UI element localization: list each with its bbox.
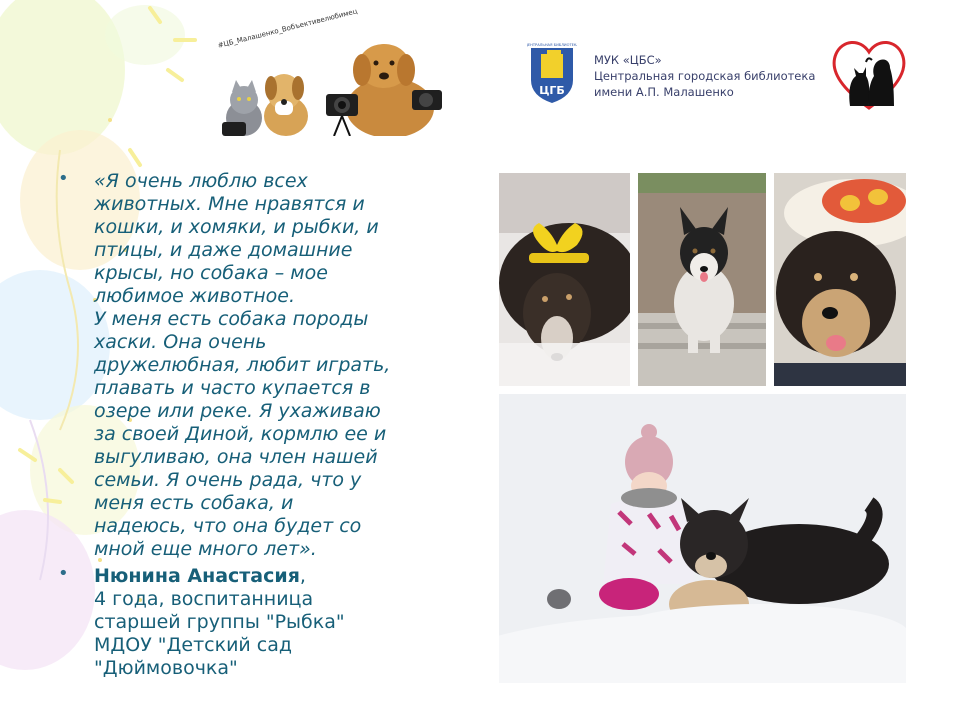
pets-photo-banner (212, 7, 448, 136)
story-list (58, 170, 478, 680)
photo-dog-with-hat (774, 173, 906, 386)
photo-dog-with-bow (499, 173, 630, 386)
quote-item (58, 170, 478, 561)
author-name: Нюнина Анастасия (94, 565, 300, 587)
dog-hat-image (774, 173, 906, 386)
author-item (58, 565, 478, 680)
author-details: 4 года, воспитанница старшей группы "Рыбка" МДОУ "Детский сад "Дюймовочка" (94, 588, 345, 679)
emblem-top-text: ЦЕНТРАЛЬНАЯ БИБЛИОТЕКА (527, 43, 577, 47)
library-emblem (527, 40, 577, 104)
author-comma: , (299, 565, 306, 587)
heart-cat-dog-icon (828, 34, 910, 114)
photo-girl-with-dog-in-snow (499, 394, 906, 683)
emblem-letters: ЦГБ (539, 84, 565, 97)
girl-dog-snow-image (499, 394, 906, 683)
author-info (94, 565, 478, 680)
library-shield-icon (527, 40, 577, 104)
heart-cat-dog-logo (828, 34, 910, 114)
pets-illustration (212, 36, 448, 136)
dog-bench-image (638, 173, 766, 386)
hashtag-label: #ЦБ_Малашенко_Вобъективелюбимец (217, 7, 359, 50)
library-name: МУК «ЦБС» Центральная городская библиотека имени А.П. Малашенко (594, 53, 816, 99)
photo-dog-on-bench (638, 173, 766, 386)
quote-text: • «Я очень люблю всех животных. Мне нравятся и кошки, и хомяки, и рыбки, и птицы, и даже домашние крысы, но собака – мое любимое животное. У меня есть собака породы хаски. Она очень дружелюбная, любит играть, плавать и часто купается в озере или реке. Я ухаживаю за своей Диной, кормлю ее и выгуливаю, она член нашей семьи. Я очень рада, что у меня есть собака, и надеюсь, что она будет со мной еще много лет». (94, 170, 391, 560)
dog-bow-image (499, 173, 630, 386)
